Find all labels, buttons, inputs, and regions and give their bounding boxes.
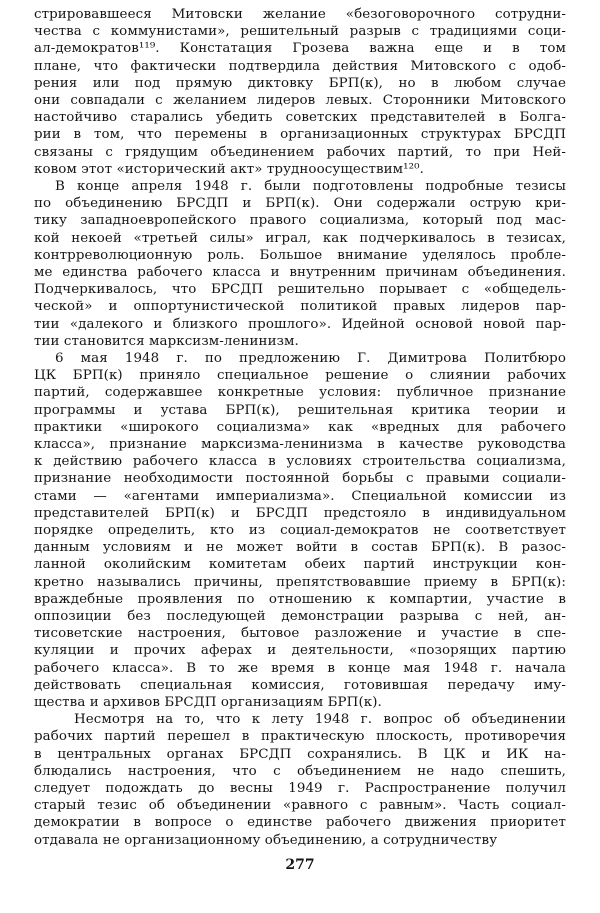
text-line: тисоветские настроения, бытовое разложение и участие в спе- — [34, 626, 566, 642]
text-line: тии становится марксизм-ленинизм. — [34, 333, 299, 349]
text-line: следует подождать до весны 1949 г. Распространение получил — [34, 781, 566, 796]
text-line: связаны с грядущим объединением рабочих партий, то при Ней- — [34, 144, 566, 160]
text-line: представителей БРП(к) и БРСДП предстояло в индивидуальном — [34, 505, 566, 521]
text-line: В конце апреля 1948 г. были подготовлены подробные тезисы — [55, 179, 566, 194]
text-line: к действию рабочего класса в условиях строительства социализма, — [34, 454, 566, 470]
text-line: кой некоей «третьей силы» играл, как подчеркивалось в тезисах, — [34, 230, 566, 246]
text-line: ческой» и оппортунистической политикой правых лидеров пар- — [34, 299, 566, 315]
text-line: программы и устава БРП(к), решительная критика теории и — [34, 402, 566, 418]
text-line: ковом этот «исторический акт» трудноосуществим¹²⁰. — [34, 161, 424, 177]
text-line: в центральных органах БРСДП сохранялись. В ЦК и ИК на- — [34, 746, 566, 762]
text-line: настойчиво старались убедить советских представителей в Болга- — [34, 110, 566, 126]
text-line: старый тезис об объединении «равного с равным». Часть социал- — [34, 798, 566, 814]
text-line: ЦК БРП(к) приняло специальное решение о слиянии рабочих — [34, 368, 566, 384]
text-line: по объединению БРСДП и БРП(к). Они содержали острую кри- — [34, 196, 566, 212]
text-line: рии в том, что перемены в организационных структурах БРСДП — [34, 127, 566, 143]
text-line: ал-демократов¹¹⁹. Констатация Грозева важна еще и в том — [34, 41, 566, 57]
text-line: щества и архивов БРСДП организациям БРП(к). — [34, 695, 382, 710]
text-line: куляции и прочих аферах и деятельности, «позорящих партию — [34, 643, 566, 659]
text-line: чества с коммунистами», решительный разрыв с традициями соци- — [34, 24, 566, 40]
text-line: оппозиции без последующей демонстрации разрыва с ней, ан- — [34, 609, 566, 624]
text-line: признание необходимости постоянной борьбы с правыми социали- — [34, 471, 566, 487]
text-line: ме единства рабочего класса и внутренним причинам объединения. — [34, 265, 566, 280]
text-line: демократии в вопросе о единстве рабочего движения приоритет — [34, 815, 566, 831]
text-line: данным условиям и не может войти в состав БРП(к). В разос- — [34, 540, 566, 556]
text-line: рабочего класса». В то же время в конце мая 1948 г. начала — [34, 660, 566, 676]
text-line: плане, что фактически подтвердила действия Митовского с одоб- — [34, 58, 566, 74]
text-line: Несмотря на то, что к лету 1948 г. вопрос об объединении — [74, 712, 566, 728]
text-line: рабочих партий перешел в практическую плоскость, противоречия — [34, 729, 566, 745]
text-line: они совпадали с желанием лидеров левых. Сторонники Митовского — [34, 93, 566, 108]
text-line: контрреволюционную роль. Большое внимание уделялось пробле- — [34, 247, 566, 263]
text-line: класса», признание марксизма-ленинизма в качестве руководства — [34, 437, 566, 452]
text-line: действовать специальная комиссия, готовившая передачу иму- — [34, 677, 566, 693]
text-line: ланной околийским комитетам обеих партий инструкции кон- — [34, 557, 566, 573]
text-line: 6 мая 1948 г. по предложению Г. Димитрова Политбюро — [55, 351, 566, 366]
text-line: кретно назывались причины, препятствовавшие приему в БРП(к): — [34, 574, 566, 590]
text-line: блюдались настроения, что с объединением не надо спешить, — [34, 763, 566, 779]
text-line: порядке определить, кто из социал-демократов не соответствует — [34, 523, 566, 538]
text-line: рения или под прямую диктовку БРП(к), но в любом случае — [34, 75, 566, 91]
text-line: тии «далекого и близкого прошлого». Идейной основой новой пар- — [34, 316, 566, 332]
page-number: 277 — [285, 857, 315, 873]
text-line: враждебные проявления по отношению к компартии, участие в — [34, 591, 566, 607]
text-line: тику западноевропейского правого социализма, который под мас- — [34, 213, 566, 229]
text-line: партий, содержавшее конкретные условия: публичное признание — [34, 385, 566, 401]
text-line: отдавала не организационному объединению, а сотрудничеству — [34, 832, 498, 848]
text-line: Подчеркивалось, что БРСДП решительно порывает с «общедель- — [34, 282, 566, 298]
text-line: стрировавшееся Митовски желание «безоговорочного сотрудни- — [34, 7, 566, 22]
text-line: практики «широкого социализма» как «вредных для рабочего — [34, 419, 566, 435]
text-line: стами — «агентами империализма». Специальной комиссии из — [34, 488, 566, 504]
